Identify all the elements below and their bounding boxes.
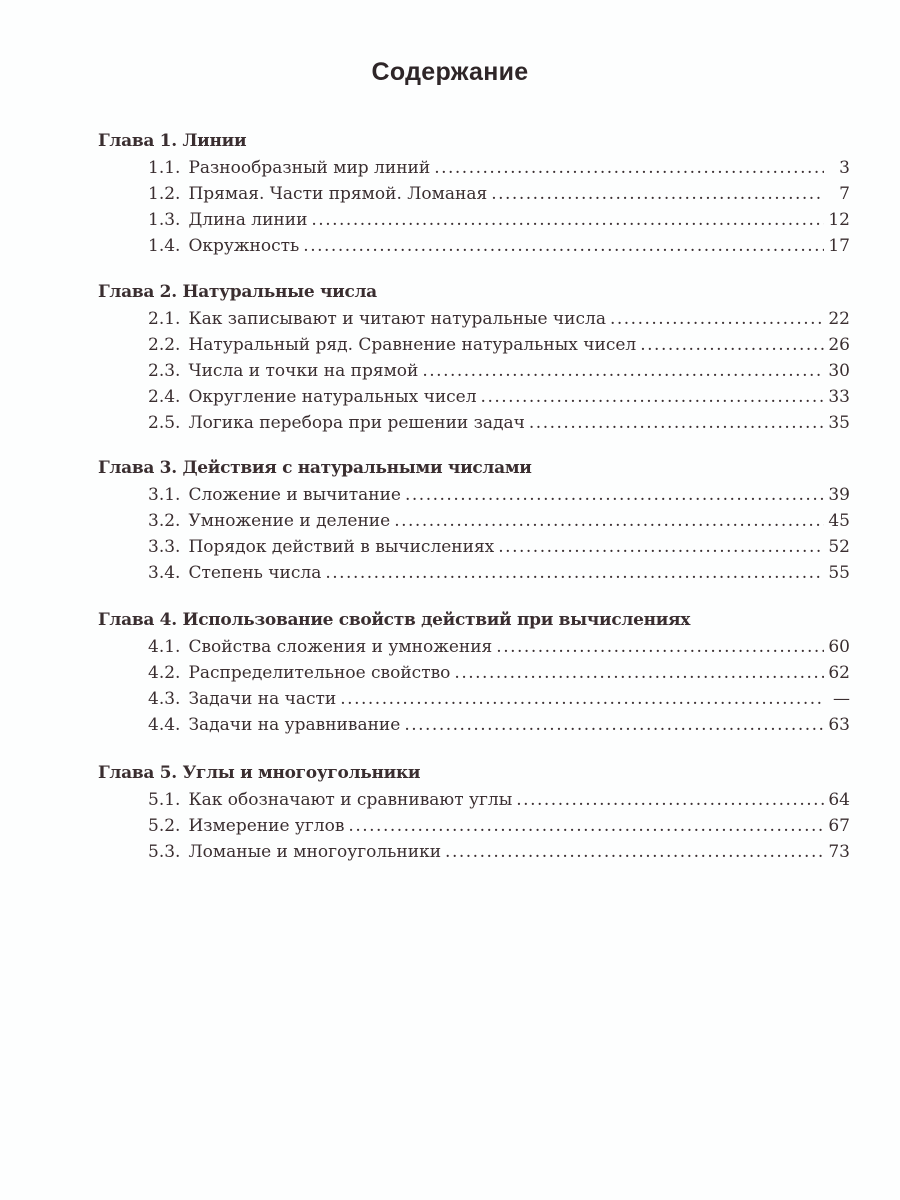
- section-number: 5.3.: [148, 842, 181, 862]
- section-number: 4.2.: [148, 663, 181, 683]
- dot-leader: [422, 358, 824, 384]
- page-number: 17: [828, 236, 850, 256]
- section-number: 1.4.: [148, 236, 181, 256]
- section-title: Свойства сложения и умножения: [188, 637, 493, 657]
- toc-entry: [98, 306, 850, 332]
- toc-entry: [98, 508, 850, 534]
- toc-entry: [98, 332, 850, 358]
- section-number: 2.1.: [148, 309, 181, 329]
- chapter-title: Глава 3. Действия с натуральными числами: [98, 458, 532, 478]
- toc-entry: [98, 181, 850, 207]
- dot-leader: [434, 155, 824, 181]
- dot-leader: [311, 207, 824, 233]
- section-title: Разнообразный мир линий: [188, 158, 431, 178]
- section-title: Умножение и деление: [188, 511, 391, 531]
- section-title: Как обозначают и сравнивают углы: [188, 790, 513, 810]
- section-title: Длина линии: [188, 210, 308, 230]
- chapter-title: Глава 5. Углы и многоугольники: [98, 763, 421, 783]
- section-number: 3.2.: [148, 511, 181, 531]
- dot-leader: [481, 384, 824, 410]
- dot-leader: [498, 534, 824, 560]
- section-number: 4.4.: [148, 715, 181, 735]
- toc-entry: [98, 839, 850, 865]
- section-number: 5.2.: [148, 816, 181, 836]
- page-number: 39: [828, 485, 850, 505]
- chapter-4: [98, 606, 850, 738]
- toc-entry: [98, 233, 850, 259]
- chapter-1: [98, 127, 850, 259]
- chapter-title: Глава 2. Натуральные числа: [98, 282, 377, 302]
- dot-leader: [325, 560, 824, 586]
- page-number: 55: [828, 563, 850, 583]
- toc-entry: [98, 660, 850, 686]
- toc-entry: [98, 155, 850, 181]
- section-title: Сложение и вычитание: [188, 485, 401, 505]
- page-number: 63: [828, 715, 850, 735]
- chapter-title: Глава 1. Линии: [98, 131, 247, 151]
- dot-leader: [496, 634, 824, 660]
- section-number: 3.3.: [148, 537, 181, 557]
- page-number: 35: [828, 413, 850, 433]
- page-number: 64: [828, 790, 850, 810]
- section-title: Логика перебора при решении задач: [188, 413, 525, 433]
- chapter-2: [98, 278, 850, 436]
- dot-leader: [348, 813, 824, 839]
- section-title: Окружность: [188, 236, 300, 256]
- toc-entry: [98, 686, 850, 712]
- section-title: Измерение углов: [188, 816, 345, 836]
- toc-entry: [98, 207, 850, 233]
- dot-leader: [404, 712, 824, 738]
- page-number: 7: [839, 184, 850, 204]
- section-number: 2.5.: [148, 413, 181, 433]
- section-number: 4.3.: [148, 689, 181, 709]
- section-title: Задачи на уравнивание: [188, 715, 401, 735]
- dot-leader: [516, 787, 824, 813]
- page-number: 26: [828, 335, 850, 355]
- page-number: 62: [828, 663, 850, 683]
- page-number: 12: [828, 210, 850, 230]
- toc-entry: [98, 534, 850, 560]
- section-title: Степень числа: [188, 563, 322, 583]
- section-title: Натуральный ряд. Сравнение натуральных чисел: [188, 335, 637, 355]
- toc-entry: [98, 384, 850, 410]
- page-number: 73: [828, 842, 850, 862]
- dot-leader: [529, 410, 824, 436]
- dot-leader: [491, 181, 824, 207]
- section-title: Задачи на части: [188, 689, 337, 709]
- dot-leader: [405, 482, 824, 508]
- section-number: 2.2.: [148, 335, 181, 355]
- toc-entry: [98, 813, 850, 839]
- toc-entry: [98, 410, 850, 436]
- page-number: 33: [828, 387, 850, 407]
- chapter-3: [98, 454, 850, 586]
- dot-leader: [340, 686, 824, 712]
- section-title: Ломаные и многоугольники: [188, 842, 442, 862]
- table-of-contents: [98, 127, 850, 885]
- dot-leader: [445, 839, 824, 865]
- section-title: Числа и точки на прямой: [188, 361, 419, 381]
- toc-entry: [98, 634, 850, 660]
- dot-leader: [640, 332, 824, 358]
- page-number: 60: [828, 637, 850, 657]
- section-number: 4.1.: [148, 637, 181, 657]
- page-number: 3: [839, 158, 850, 178]
- page-number: —: [833, 689, 850, 709]
- dot-leader: [303, 233, 824, 259]
- section-title: Как записывают и читают натуральные числа: [188, 309, 606, 329]
- dot-leader: [610, 306, 824, 332]
- section-number: 2.3.: [148, 361, 181, 381]
- toc-entry: [98, 712, 850, 738]
- page-number: 52: [828, 537, 850, 557]
- page-number: 45: [828, 511, 850, 531]
- chapter-title: Глава 4. Использование свойств действий при вычислениях: [98, 610, 691, 630]
- section-number: 5.1.: [148, 790, 181, 810]
- toc-entry: [98, 482, 850, 508]
- section-number: 1.2.: [148, 184, 181, 204]
- dot-leader: [454, 660, 824, 686]
- dot-leader: [394, 508, 824, 534]
- section-number: 1.3.: [148, 210, 181, 230]
- section-number: 1.1.: [148, 158, 181, 178]
- section-title: Распределительное свойство: [188, 663, 451, 683]
- section-title: Прямая. Части прямой. Ломаная: [188, 184, 488, 204]
- section-number: 3.1.: [148, 485, 181, 505]
- chapter-5: [98, 759, 850, 865]
- page-number: 30: [828, 361, 850, 381]
- section-title: Округление натуральных чисел: [188, 387, 477, 407]
- page-number: 67: [828, 816, 850, 836]
- toc-entry: [98, 560, 850, 586]
- section-number: 2.4.: [148, 387, 181, 407]
- section-title: Порядок действий в вычислениях: [188, 537, 495, 557]
- page-number: 22: [828, 309, 850, 329]
- page-title: Содержание: [371, 58, 529, 86]
- toc-entry: [98, 358, 850, 384]
- toc-entry: [98, 787, 850, 813]
- section-number: 3.4.: [148, 563, 181, 583]
